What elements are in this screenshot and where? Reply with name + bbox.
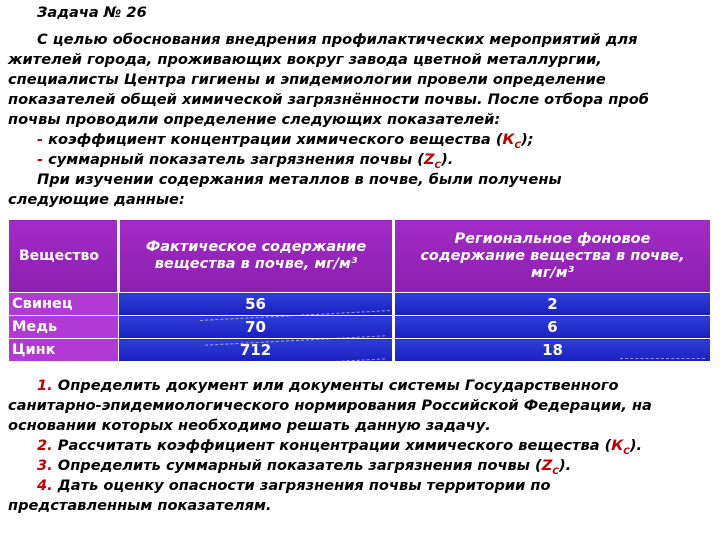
actual-value: 56 [119, 293, 394, 316]
task-title: Задача № 26 [37, 4, 147, 21]
regional-value: 2 [394, 293, 711, 316]
table-row [9, 339, 711, 362]
header-substance: Вещество [9, 220, 119, 293]
indicator-kc: - коэффициент концентрации химического вещества $(К_С)$; [37, 131, 534, 151]
statement-line: почвы проводили определение следующих показателей: [8, 111, 501, 128]
soil-data-table [8, 219, 711, 362]
task-item-line: санитарно-эпидемиологического нормирования Российской Федерации, на [8, 397, 652, 414]
substance-name: Медь [9, 316, 119, 339]
substance-name: Цинк [9, 339, 119, 362]
header-actual-content: Фактическое содержание вещества в почве, мг/м³ [119, 220, 394, 293]
actual-value: 70 [119, 316, 394, 339]
statement-line: жителей города, проживающих вокруг завода цветной металлургии, [8, 51, 602, 68]
task-statement [8, 30, 716, 210]
regional-value: 6 [394, 316, 711, 339]
statement-line: показателей общей химической загрязнённости почвы. После отбора проб [8, 91, 649, 108]
dashed-line-decoration [620, 358, 705, 359]
statement-line: специалисты Центра гигиены и эпидемиологии провели определение [8, 71, 606, 88]
regional-value: 18 [394, 339, 711, 362]
task-item: 1. Определить документ или документы системы Государственного [37, 377, 619, 394]
indicator-zc: - суммарный показатель загрязнения почвы $(Z_C)$. [37, 151, 454, 171]
task-list [8, 376, 716, 516]
header-regional-background: Региональное фоновое содержание вещества в почве, мг/м³ [394, 220, 711, 293]
table-row [9, 316, 711, 339]
task-item: 4. Дать оценку опасности загрязнения почвы территории по [37, 477, 551, 494]
task-item-line: представленным показателям. [8, 497, 272, 514]
task-item-line: основании которых необходимо решать данную задачу. [8, 417, 491, 434]
statement-line: следующие данные: [8, 191, 185, 208]
statement-line: С целью обоснования внедрения профилактических мероприятий для [37, 31, 638, 48]
task-item: 3. Определить суммарный показатель загрязнения почвы $(Z_C)$. [37, 457, 572, 477]
actual-value: 712 [119, 339, 394, 362]
table-header-row [9, 220, 711, 293]
substance-name: Свинец [9, 293, 119, 316]
task-item: 2. Рассчитать коэффициент концентрации химического вещества $(К_С)$. [37, 437, 643, 457]
statement-line: При изучении содержания металлов в почве, были получены [37, 171, 562, 188]
